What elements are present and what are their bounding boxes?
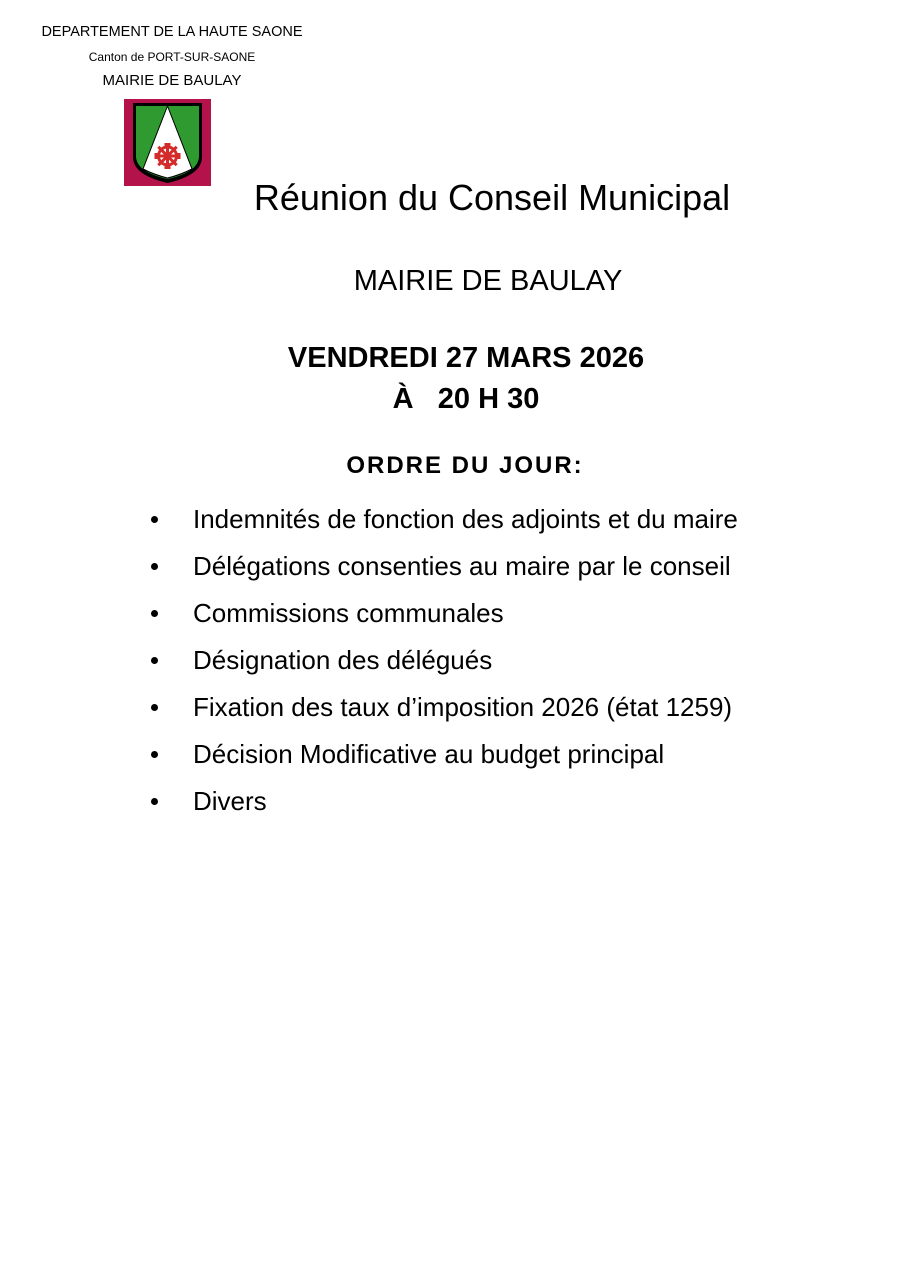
meeting-date: VENDREDI 27 MARS 2026 <box>287 342 645 374</box>
agenda-item <box>0 641 900 688</box>
agenda-item-text: Commissions communales <box>193 598 504 628</box>
canton-label: Canton de PORT-SUR-SAONE <box>88 50 256 64</box>
coat-of-arms-svg <box>124 99 211 186</box>
bullet-icon <box>151 798 158 805</box>
agenda-item <box>0 594 900 641</box>
department-label: DEPARTEMENT DE LA HAUTE SAONE <box>41 24 303 40</box>
agenda-item-text: Décision Modificative au budget principal <box>193 739 665 769</box>
agenda-item-text: Indemnités de fonction des adjoints et du maire <box>193 504 738 534</box>
agenda-item-text: Délégations consenties au maire par le conseil <box>193 551 731 581</box>
agenda-item-text: Fixation des taux d’imposition 2026 (état 1259) <box>193 692 733 722</box>
meeting-time: À 20 H 30 <box>392 383 540 415</box>
agenda-item <box>0 688 900 735</box>
agenda-item <box>0 735 900 782</box>
bullet-icon <box>151 751 158 758</box>
agenda-item <box>0 500 900 547</box>
bullet-icon <box>151 704 158 711</box>
agenda-item-text: Divers <box>193 786 267 816</box>
bullet-icon <box>151 657 158 664</box>
agenda-list <box>0 500 900 829</box>
agenda-item <box>0 782 900 829</box>
bullet-icon <box>151 563 158 570</box>
coat-of-arms-icon <box>124 99 211 186</box>
bullet-icon <box>151 610 158 617</box>
page-title: Réunion du Conseil Municipal <box>253 177 731 218</box>
wheel-charge-icon <box>155 143 181 169</box>
agenda-title: ORDRE DU JOUR: <box>346 452 584 479</box>
agenda-item-text: Désignation des délégués <box>193 645 493 675</box>
agenda-item <box>0 547 900 594</box>
meeting-location: MAIRIE DE BAULAY <box>353 265 623 297</box>
bullet-icon <box>151 516 158 523</box>
mairie-label: MAIRIE DE BAULAY <box>102 72 242 89</box>
